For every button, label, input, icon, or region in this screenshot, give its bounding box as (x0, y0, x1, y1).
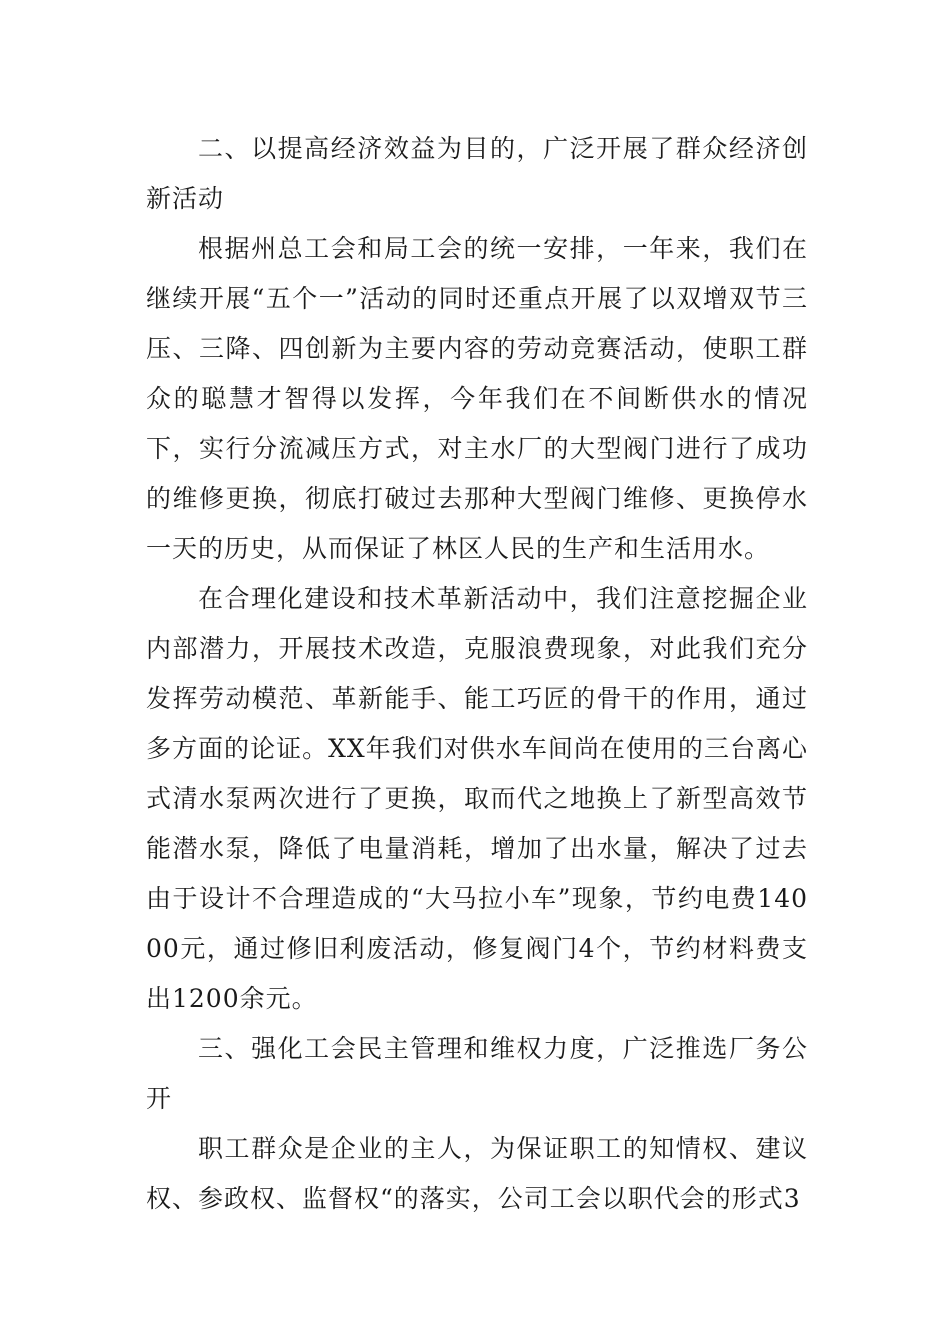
section-heading-2: 二、以提高经济效益为目的，广泛开展了群众经济创新活动 (146, 134, 808, 213)
section-heading-3: 三、强化工会民主管理和维权力度，广泛推选厂务公开 (146, 1034, 808, 1113)
body-paragraph: 根据州总工会和局工会的统一安排，一年来，我们在继续开展“五个一”活动的同时还重点开展了以双增双节三压、三降、四创新为主要内容的劳动竞赛活动，使职工群众的聪慧才智得以发挥，今年我们在不间断供水的情况下，实行分流减压方式，对主水厂的大型阀门进行了成功的维修更换，彻底打破过去那种大型阀门维修、更换停水一天的历史，从而保证了林区人民的生产和生活用水。 (146, 234, 808, 563)
body-paragraph: 职工群众是企业的主人，为保证职工的知情权、建议权、参政权、监督权“的落实，公司工会以职代会的形式3 (146, 1134, 808, 1213)
document-body (146, 124, 808, 1224)
body-paragraph: 在合理化建设和技术革新活动中，我们注意挖掘企业内部潜力，开展技术改造，克服浪费现象，对此我们充分发挥劳动模范、革新能手、能工巧匠的骨干的作用，通过多方面的论证。XX年我们对供水车间尚在使用的三台离心式清水泵两次进行了更换，取而代之地换上了新型高效节能潜水泵，降低了电量消耗，增加了出水量，解决了过去由于设计不合理造成的“大马拉小车”现象，节约电费14000元，通过修旧利废活动，修复阀门4个，节约材料费支出1200余元。 (146, 584, 808, 1013)
